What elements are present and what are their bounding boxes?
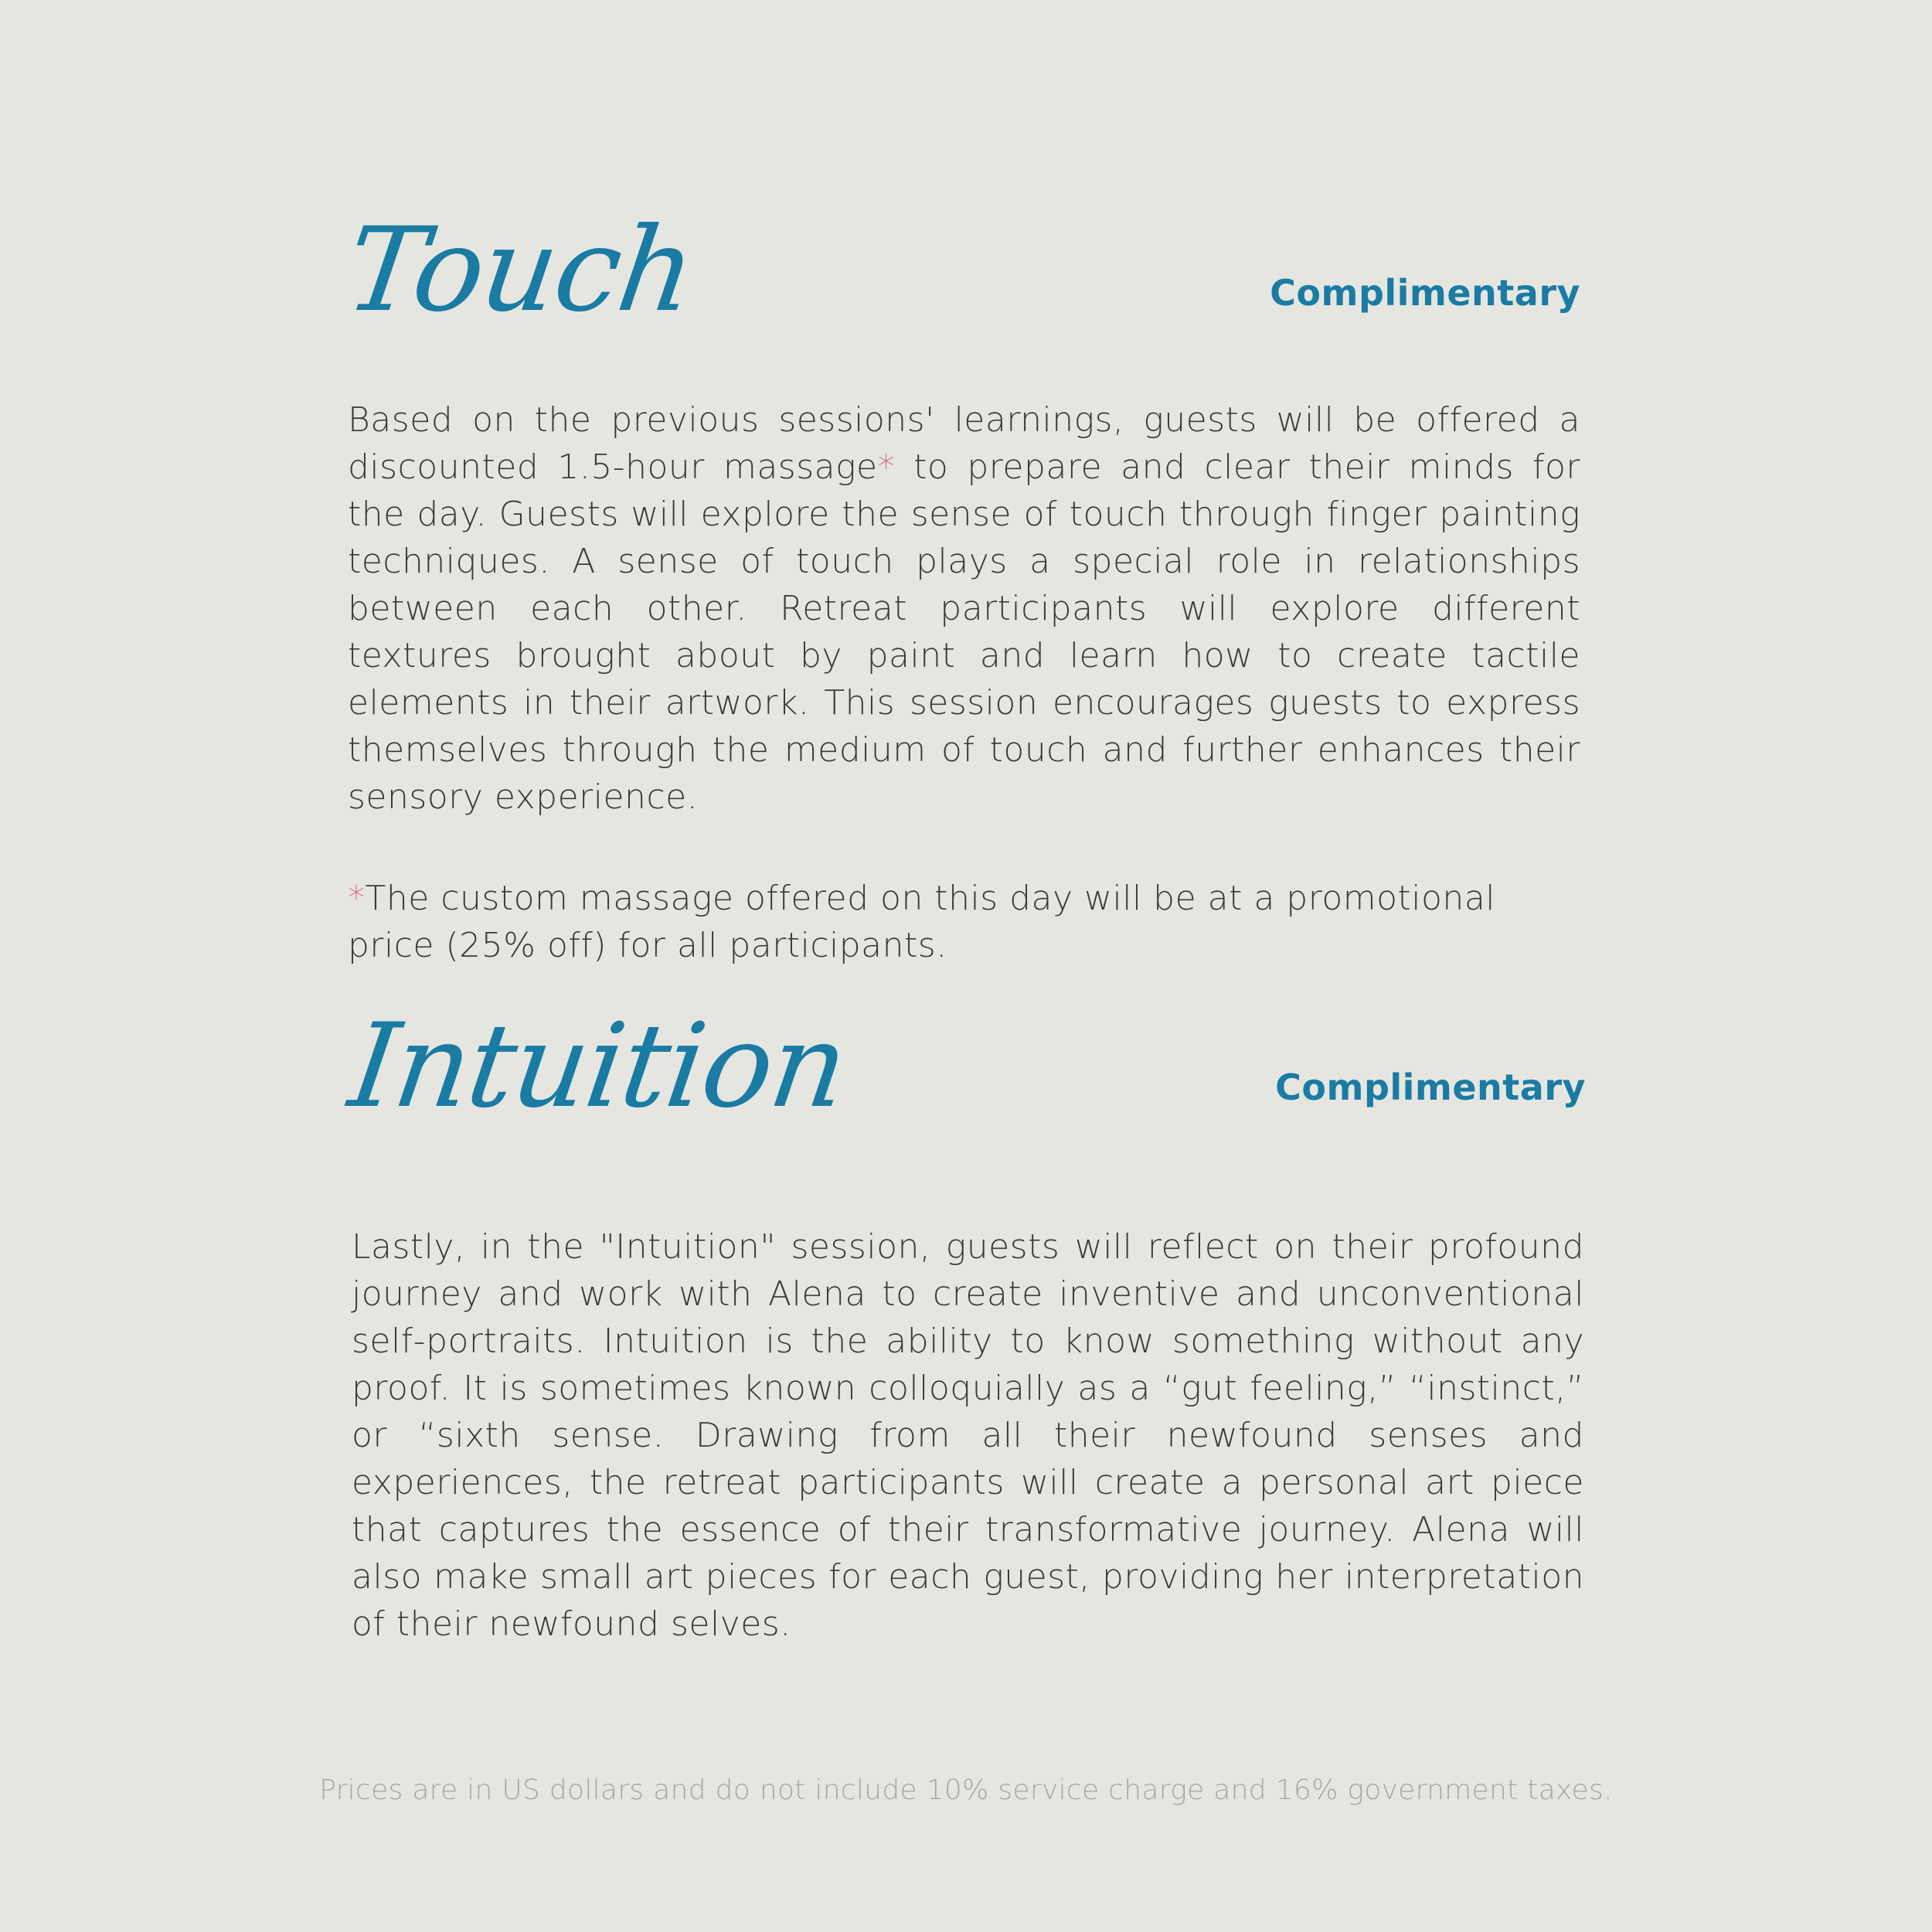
- touch-footnote: [348, 875, 1553, 969]
- intuition-section: [342, 999, 1586, 1648]
- touch-asterisk: *: [877, 447, 896, 487]
- intuition-title: Intuition: [342, 999, 855, 1134]
- touch-description: [348, 396, 1580, 821]
- footnote-asterisk: *: [348, 879, 366, 918]
- touch-description-part2: to prepare and clear their minds for the day. Guests will explore the sense of touch through finger painting techniques. A sense of touch plays a special role in relationships between each other. Retreat participants will explore different textures brought about by paint and learn how to create tactile elements in their artwork. This session encourages guests to express themselves through the medium of touch and further enhances their sensory experience.: [348, 447, 1581, 817]
- intuition-header: [342, 999, 1586, 1136]
- touch-description-part1: Based on the previous sessions' learnings, guests will be offered a discounted 1.5-hour massage: [348, 400, 1580, 487]
- touch-section: [338, 203, 1581, 969]
- touch-price-label: Complimentary: [1270, 272, 1580, 314]
- touch-header: [338, 203, 1580, 340]
- touch-title: Touch: [338, 203, 702, 338]
- price-disclaimer: Prices are in US dollars and do not include 10% service charge and 16% government taxes.: [319, 1774, 1613, 1806]
- footnote-text: The custom massage offered on this day will be at a promotional price (25% off) for all participants.: [348, 879, 1496, 965]
- intuition-description: Lastly, in the "Intuition" session, guests will reflect on their profound journey and work with Alena to create inventive and unconventional self-portraits. Intuition is the ability to know something without any proof. It is sometimes known colloquially as a “gut feeling,” “instinct,” or “sixth sense. Drawing from all their newfound senses and experiences, the retreat participants will create a personal art piece that captures the essence of their transformative journey. Alena will also make small art pieces for each guest, providing her interpretation of their newfound selves.: [352, 1227, 1584, 1644]
- intuition-price-label: Complimentary: [1275, 1066, 1586, 1108]
